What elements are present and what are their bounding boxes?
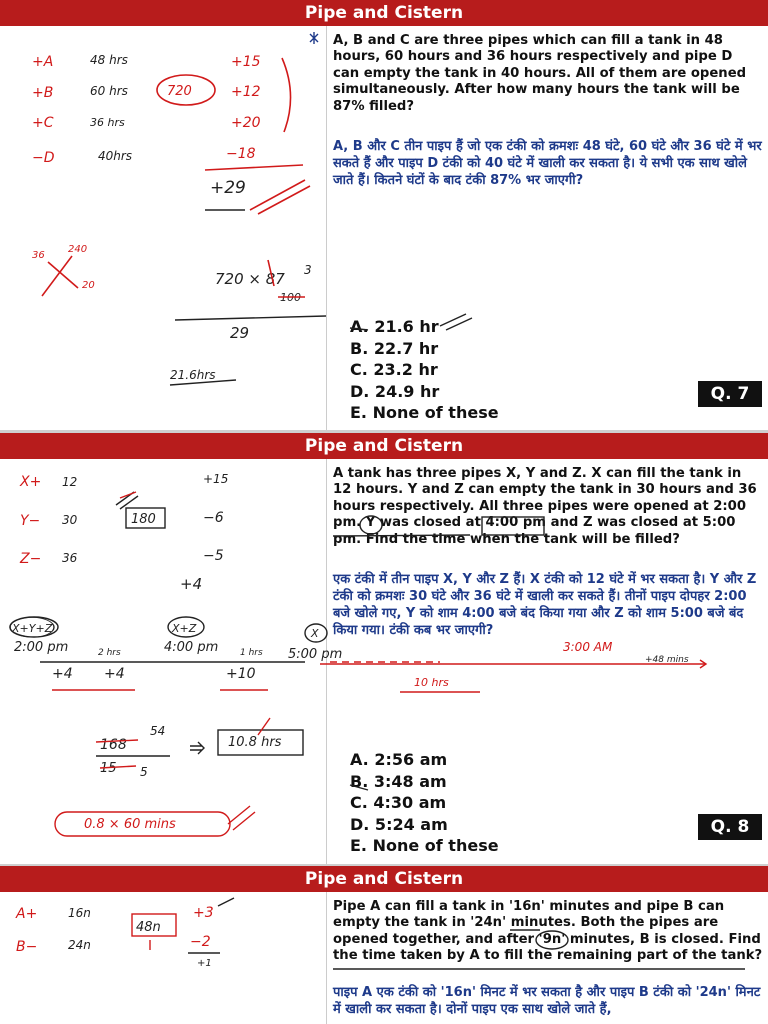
note: 180 [131,512,156,527]
note: +B [32,85,54,101]
q7-question-english: A, B and C are three pipes which can fill a tank in 48 hours, 60 hours and 36 hours respectively and pipe D can empty the tank in 40 hours. All of them are opened simultaneously. After how many hours the tank will be 87% filled? [333,33,747,114]
note: 4:00 pm [164,640,219,655]
q8-option-a[interactable]: A. 2:56 am [350,750,448,769]
note: 5 [140,765,148,779]
q8-option-c[interactable]: C. 4:30 am [350,793,447,812]
q8-question-english: A tank has three pipes X, Y and Z. X can fill the tank in 12 hours. Y and Z can empty the tank in 30 hours and 36 hours respectively. All three pipes were opened at 2:00 pm. Y was closed at 4:00 pm and Z was closed at 5:00 pm. Find the time when the tank will be filled? [333,466,757,547]
q8-option-b[interactable]: B. 3:48 am [350,771,447,791]
note: +1 [197,958,212,969]
note: −2 [190,934,211,950]
note: +12 [231,84,261,100]
q8-option-d[interactable]: D. 5:24 am [350,814,448,834]
note: B− [16,939,38,955]
q8-option-e[interactable]: E. None of these [350,836,499,855]
note: 29 [230,324,250,342]
q7-option-c[interactable]: C. 23.2 hr [350,360,438,379]
note: X+ [20,474,42,490]
note: 30 [62,513,78,527]
note: 100 [280,291,301,304]
note: 10 hrs [414,676,449,689]
note: 36 hrs [90,116,125,129]
note: 3 [304,263,312,277]
note: X [311,627,319,640]
note: 40hrs [98,149,133,163]
q8-tag: Q. 8 [698,814,762,840]
note: 720 [167,84,192,99]
note: 168 [100,737,127,753]
note: +15 [231,54,261,70]
q7-question-hindi: A, B और C तीन पाइप हैं जो एक टंकी को क्रमशः 48 घंटे, 60 घंटे और 36 घंटे में भर सकते हैं और पाइप D टंकी को 40 घंटे में खाली कर सकता है। ये सभी एक साथ खोले जाते हैं। कितने घंटों के बाद टंकी 87% भर जाएगी? [333,139,762,188]
q7-option-b[interactable]: B. 22.7 hr [350,338,439,358]
note: +10 [226,666,256,682]
note: 36 [62,551,78,565]
note: −18 [226,146,256,162]
panel-2-header: Pipe and Cistern [0,433,768,459]
note: 60 hrs [90,84,128,98]
note: 5:00 pm [288,647,343,662]
note: 0.8 × 60 mins [84,817,176,832]
q7-tag: Q. 7 [698,381,762,407]
note: +15 [203,472,229,486]
note: +4 [104,666,125,682]
note: 20 [82,280,95,291]
panel-3-header: Pipe and Cistern [0,866,768,892]
note: +C [32,115,54,131]
note: 36 [32,250,45,261]
q8-question-hindi: एक टंकी में तीन पाइप X, Y और Z हैं। X टंकी को 12 घंटे में भर सकता है। Y और Z टंकी को क्रमशः 30 घंटे और 36 घंटे में खाली कर सकते हैं। तीनों पाइप दोपहर 2:00 बजे खोले गए, Y को शाम 4:00 बजे बंद किया गया और Z को शाम 5:00 बजे बंद किया गया। टंकी कब भर जाएगी? [333,572,757,638]
note: X+Z [172,622,197,635]
note: 10.8 hrs [228,735,282,750]
q9-question-hindi: पाइप A एक टंकी को '16n' मिनट में भर सकता है और पाइप B टंकी को '24n' मिनट में खाली कर सकता है। दोनों पाइप एक साथ खोले जाते हैं, [333,985,761,1017]
note: 2 hrs [98,648,121,658]
panel-1-header: Pipe and Cistern [0,0,768,26]
note: 3:00 AM [563,640,613,654]
note: −6 [203,510,224,526]
q7-option-a[interactable]: A. 21.6 hr [350,317,439,336]
note: 15 [100,761,117,776]
note: −5 [203,548,224,564]
note: +4 [52,666,73,682]
note: X+Y+Z [12,622,53,635]
note: 48n [136,920,161,935]
q7-option-d[interactable]: D. 24.9 hr [350,381,440,401]
note: +20 [231,115,261,131]
note: 12 [62,475,78,489]
q9-question-english: Pipe A can fill a tank in '16n' minutes and pipe B can empty the tank in '24n' minutes. Both the pipes are opened together, and after '9n' minutes, B is closed. Find the time taken by A to fill the remaining part of the tank? [333,899,763,964]
note: A+ [16,906,38,922]
note: 2:00 pm [14,640,69,655]
note: 720 × 87 [215,270,285,288]
note: −D [32,150,55,166]
note: +A [32,54,54,70]
note: +3 [193,905,214,921]
note: +29 [210,178,246,198]
note: +4 [180,575,203,593]
note: 16n [68,906,91,920]
note: 54 [150,724,166,738]
note: 48 hrs [90,53,128,67]
q7-option-e[interactable]: E. None of these [350,403,499,422]
note: +48 mins [645,655,689,665]
note: 1 hrs [240,648,263,658]
note: 24n [68,938,91,952]
note: Z− [20,551,42,567]
note: 240 [68,244,88,255]
note: Y− [20,513,41,529]
note: 21.6hrs [170,368,216,382]
